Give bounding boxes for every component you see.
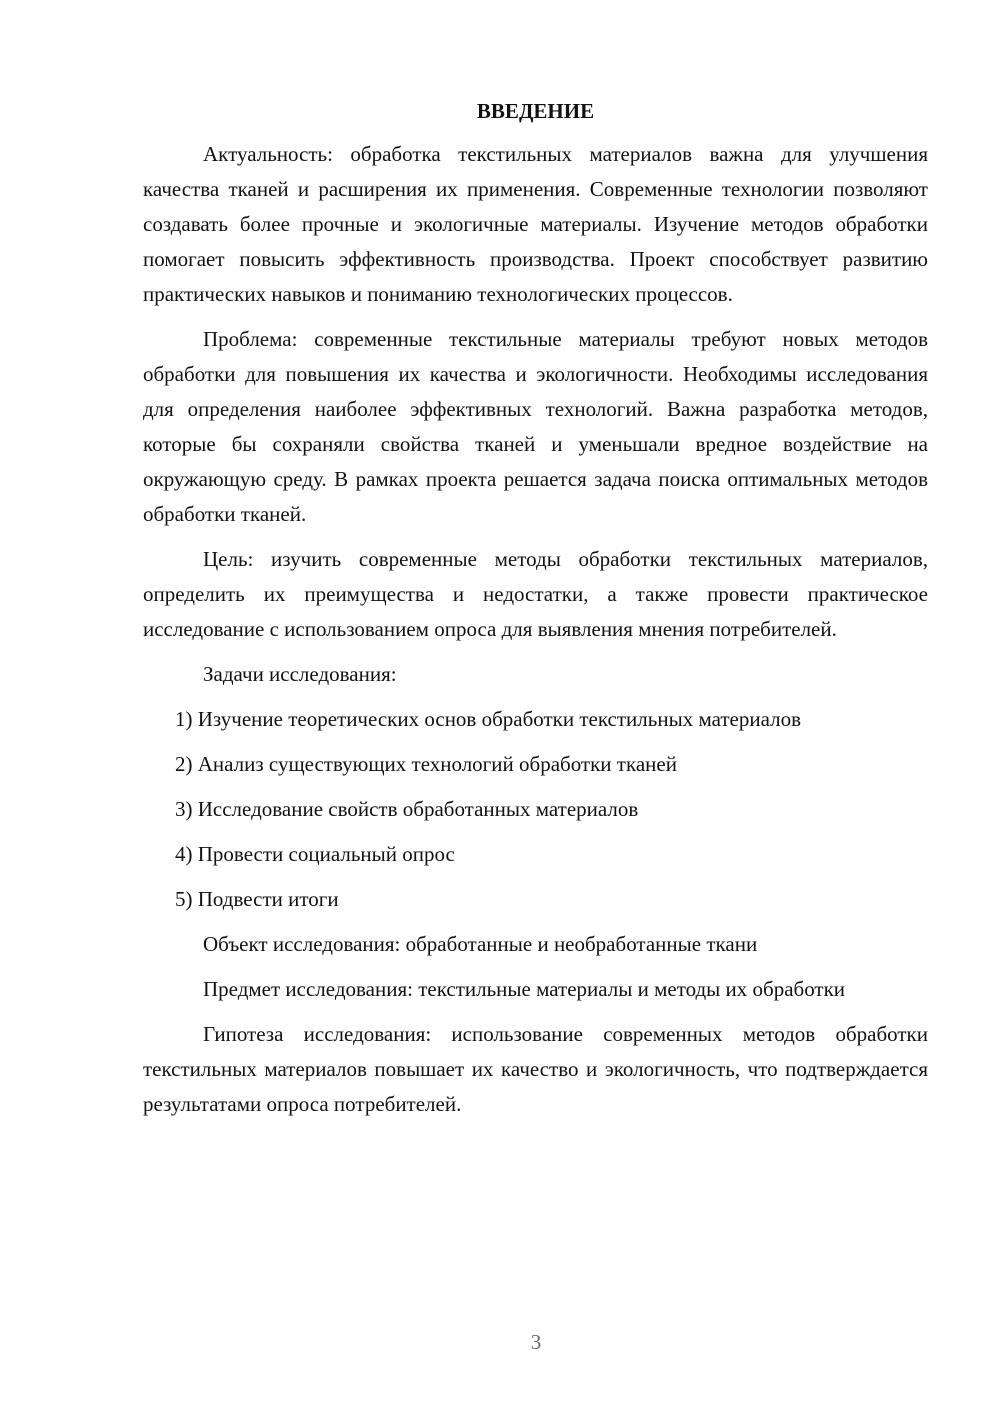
page-number: 3 xyxy=(530,1330,542,1354)
tasks-list xyxy=(143,702,928,917)
tasks-heading: Задачи исследования: xyxy=(203,662,397,686)
relevance-paragraph: Актуальность: обработка текстильных материалов важна для улучшения качества тканей и расширения их применения. Современные технологии позволяют создавать более прочные и экологичные материалы. Изучение методов обработки помогает повысить эффективность производства. Проект способствует развитию практических навыков и пониманию технологических процессов. xyxy=(143,142,928,306)
list-item: 1) Изучение теоретических основ обработки текстильных материалов xyxy=(175,707,802,731)
list-item: 2) Анализ существующих технологий обработки тканей xyxy=(175,752,677,776)
goal-paragraph: Цель: изучить современные методы обработки текстильных материалов, определить их преимущества и недостатки, а также провести практическое исследование с использованием опроса для выявления мнения потребителей. xyxy=(143,547,928,641)
list-item: 3) Исследование свойств обработанных материалов xyxy=(175,797,639,821)
document-page xyxy=(143,94,928,1132)
list-item: 4) Провести социальный опрос xyxy=(175,842,455,866)
hypothesis-paragraph: Гипотеза исследования: использование современных методов обработки текстильных материалов повышает их качество и экологичность, что подтверждается результатами опроса потребителей. xyxy=(143,1022,928,1116)
subject-paragraph: Предмет исследования: текстильные материалы и методы их обработки xyxy=(203,977,846,1001)
page-title: ВВЕДЕНИЕ xyxy=(476,99,595,123)
object-paragraph: Объект исследования: обработанные и необработанные ткани xyxy=(203,932,758,956)
list-item: 5) Подвести итоги xyxy=(175,887,339,911)
problem-paragraph: Проблема: современные текстильные материалы требуют новых методов обработки для повышения их качества и экологичности. Необходимы исследования для определения наиболее эффективных технологий. Важна разработка методов, которые бы сохраняли свойства тканей и уменьшали вредное воздействие на окружающую среду. В рамках проекта решается задача поиска оптимальных методов обработки тканей. xyxy=(143,327,928,526)
